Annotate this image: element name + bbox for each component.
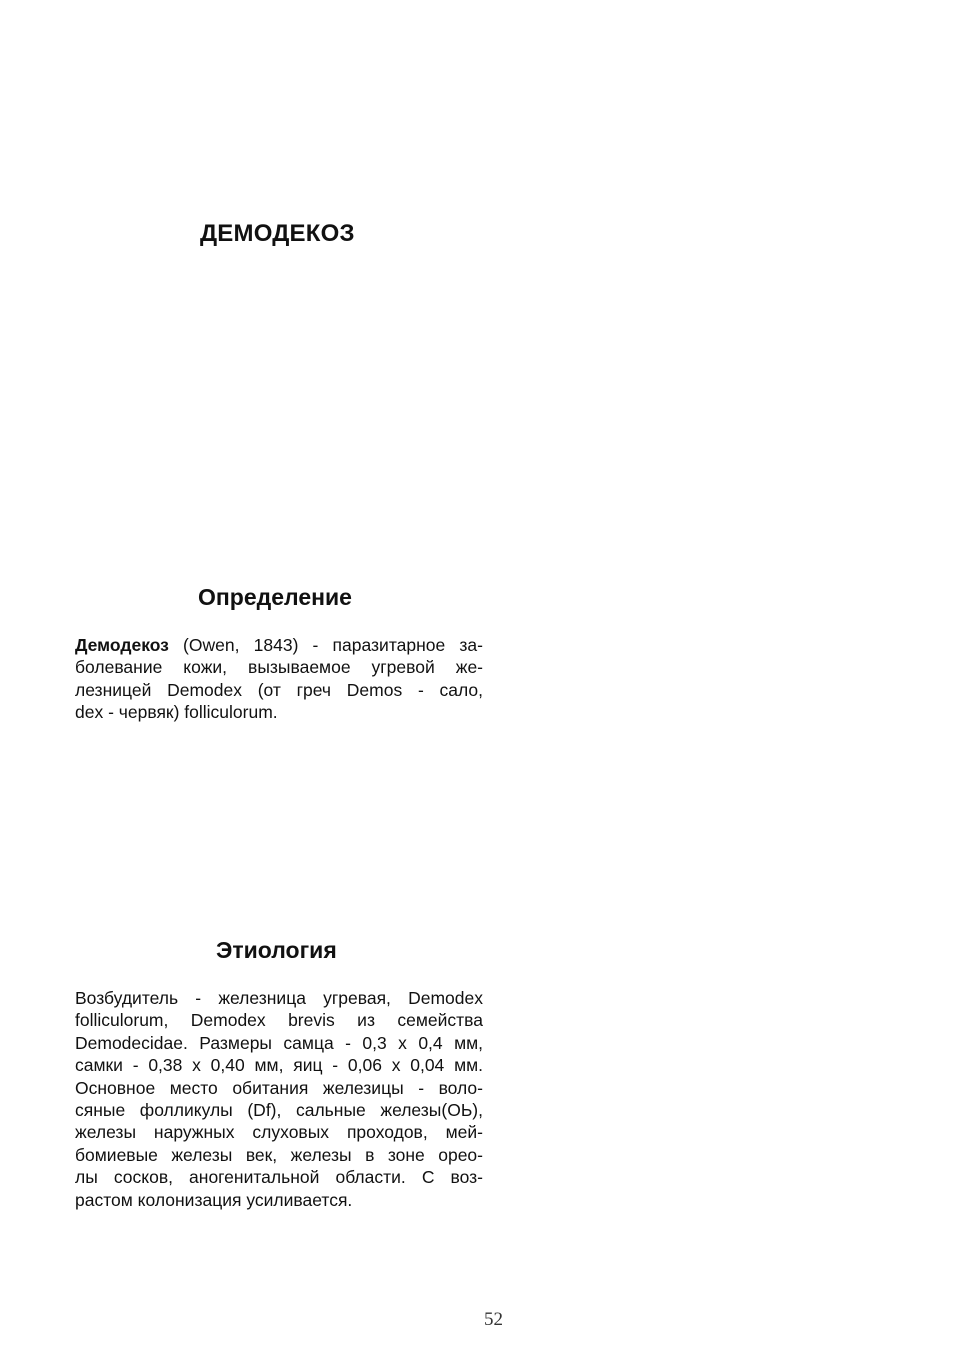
paragraph-line: железы наружных слуховых проходов, мей- bbox=[75, 1122, 483, 1143]
paragraph-line: dex - червяк) folliculorum. bbox=[75, 702, 278, 723]
paragraph-line: самки - 0,38 x 0,40 мм, яиц - 0,06 x 0,04 мм. bbox=[75, 1055, 483, 1076]
paragraph-line: лы сосков, аногенитальной области. С воз- bbox=[75, 1167, 483, 1188]
etiology-paragraph bbox=[75, 987, 483, 1211]
page-title: ДЕМОДЕКОЗ bbox=[200, 220, 355, 247]
definition-paragraph bbox=[75, 634, 483, 724]
paragraph-line bbox=[75, 634, 483, 656]
paragraph-line: Demodecidae. Размеры самца - 0,3 x 0,4 мм, bbox=[75, 1032, 483, 1053]
paragraph-line: бомиевые железы век, железы в зоне орео- bbox=[75, 1144, 483, 1165]
paragraph-line: Возбудитель - железница угревая, Demodex bbox=[75, 988, 483, 1008]
section-heading-definition: Определение bbox=[198, 584, 352, 610]
paragraph-line: растом колонизация усиливается. bbox=[75, 1189, 353, 1210]
paragraph-line: лезницей Demodex (от греч Demos - сало, bbox=[75, 679, 483, 700]
lead-term: Демодекоз bbox=[75, 635, 169, 655]
paragraph-line: Основное место обитания железицы - воло- bbox=[75, 1077, 483, 1098]
section-heading-etiology: Этиология bbox=[216, 937, 337, 963]
line-text: (Owen, 1843) - паразитарное за- bbox=[168, 635, 483, 655]
paragraph-line: folliculorum, Demodex brevis из семейства bbox=[75, 1010, 483, 1031]
paragraph-line: сяные фолликулы (Df), сальные железы(OЬ), bbox=[75, 1099, 483, 1120]
page-number: 52 bbox=[484, 1309, 503, 1330]
paragraph-line: болевание кожи, вызываемое угревой же- bbox=[75, 657, 483, 678]
